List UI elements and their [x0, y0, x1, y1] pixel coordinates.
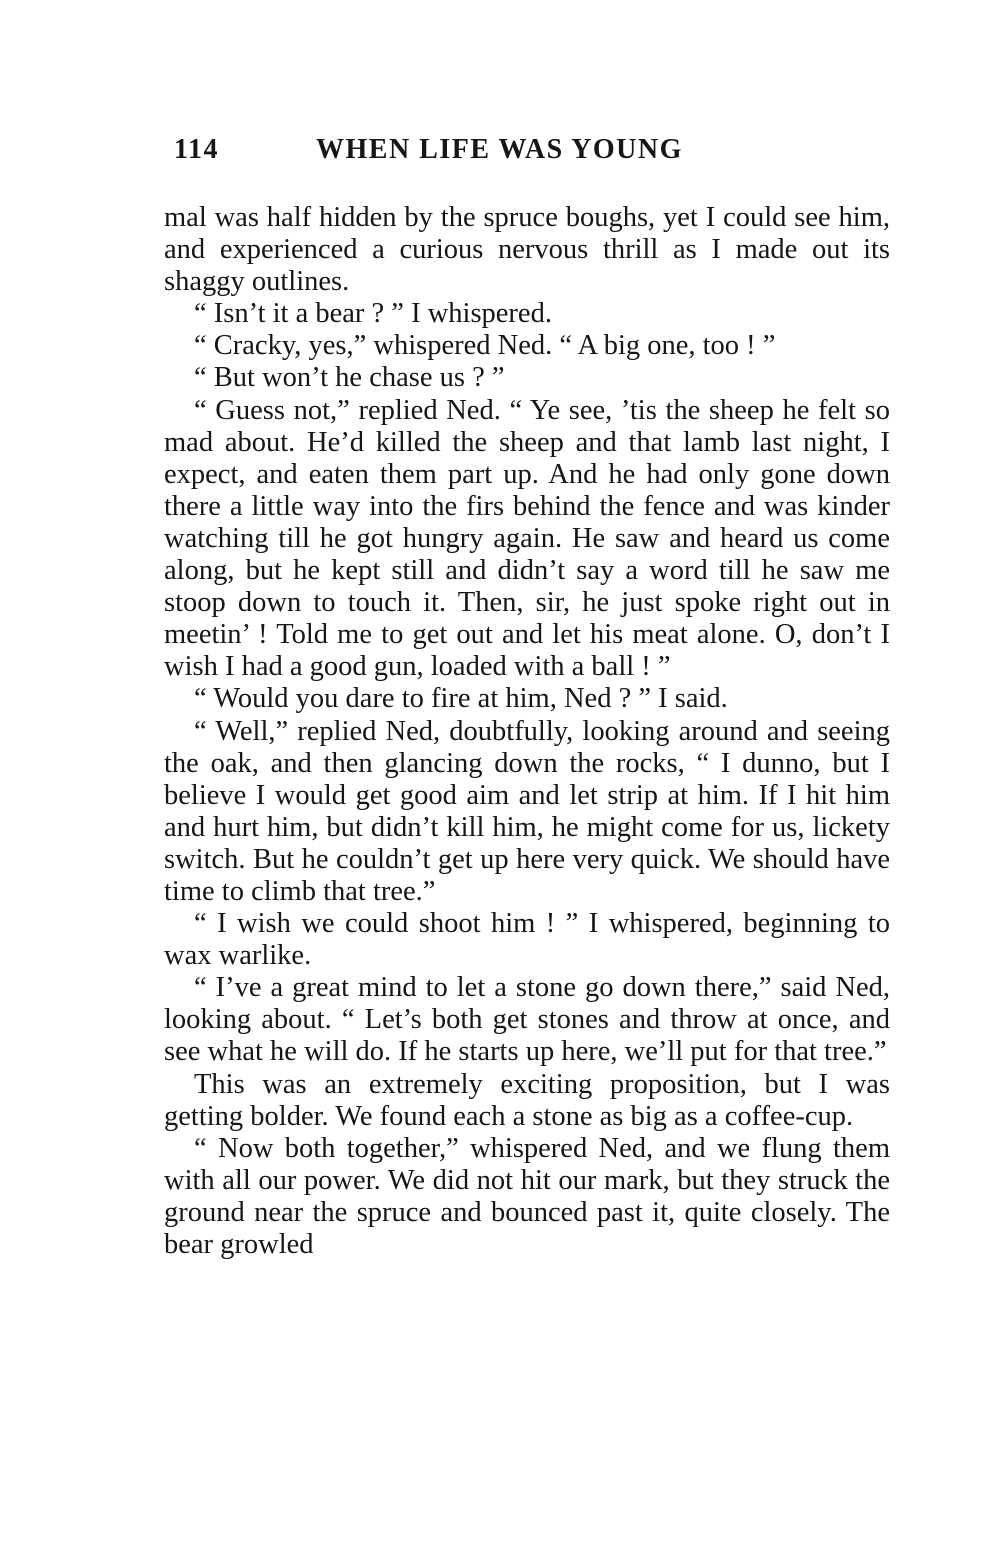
book-title: WHEN LIFE WAS YOUNG: [316, 134, 683, 165]
page-number: 114: [174, 134, 219, 165]
paragraph: “ I’ve a great mind to let a stone go down there,” said Ned, looking about. “ Let’s both get stones and throw at once, and see what he will do. If he starts up here, we’ll put for that tree.”: [164, 972, 890, 1068]
paragraph: “ Now both together,” whispered Ned, and we flung them with all our power. We did not hit our mark, but they struck the ground near the spruce and bounced past it, quite closely. The bear growled: [164, 1132, 890, 1260]
paragraph: “ Cracky, yes,” whispered Ned. “ A big one, too ! ”: [194, 330, 776, 362]
paragraph: “ But won’t he chase us ? ”: [194, 362, 505, 394]
body-text: [164, 202, 890, 1261]
running-head: [174, 128, 754, 172]
paragraph: This was an extremely exciting proposition, but I was getting bolder. We found each a stone as big as a coffee-cup.: [164, 1068, 890, 1132]
paragraph: “ I wish we could shoot him ! ” I whispered, beginning to wax warlike.: [164, 908, 890, 972]
paragraph: “ Guess not,” replied Ned. “ Ye see, ’tis the sheep he felt so mad about. He’d killed the sheep and that lamb last night, I expect, and eaten them part up. And he had only gone down there a little way into the firs behind the fence and was kinder watching till he got hungry again. He saw and heard us come along, but he kept still and didn’t say a word till he saw me stoop down to touch it. Then, sir, he just spoke right out in meetin’ ! Told me to get out and let his meat alone. O, don’t I wish I had a good gun, loaded with a ball ! ”: [164, 394, 890, 683]
paragraph: “ Would you dare to fire at him, Ned ? ” I said.: [194, 683, 728, 715]
paragraph: “ Isn’t it a bear ? ” I whispered.: [194, 298, 552, 330]
paragraph: “ Well,” replied Ned, doubtfully, looking around and seeing the oak, and then glancing down the rocks, “ I dunno, but I believe I would get good aim and let strip at him. If I hit him and hurt him, but didn’t kill him, he might come for us, lickety switch. But he couldn’t get up here very quick. We should have time to climb that tree.”: [164, 715, 890, 907]
paragraph-continued: mal was half hidden by the spruce boughs, yet I could see him, and experienced a curious nervous thrill as I made out its shaggy outlines.: [164, 202, 890, 298]
